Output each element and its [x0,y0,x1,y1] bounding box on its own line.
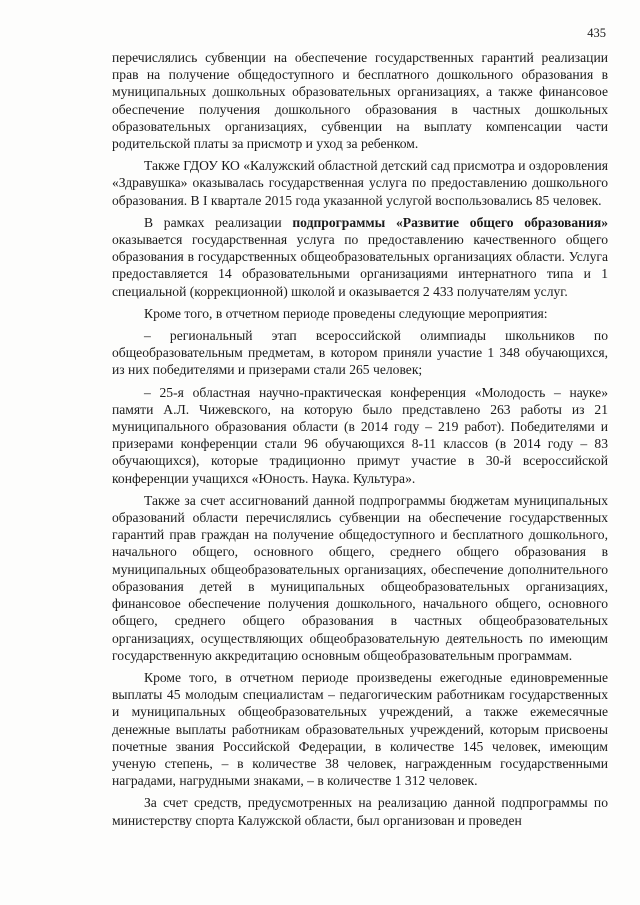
paragraph: Также ГДОУ КО «Калужский областной детский сад присмотра и оздоровления «Здравушка» оказывалась государственная услуга по предоставлению дошкольного образования. В I квартале 2015 года указанной услугой воспользовались 85 человек. [112,158,608,208]
paragraph-text: В рамках реализации [144,214,293,230]
paragraph: Кроме того, в отчетном периоде проведены следующие мероприятия: [144,305,548,321]
paragraph: За счет средств, предусмотренных на реализацию данной подпрограммы по министерству спорта Калужской области, был организован и проведен [112,795,608,828]
paragraph: Кроме того, в отчетном периоде произведены ежегодные единовременные выплаты 45 молодым специалистам – педагогическим работникам государственных и муниципальных общеобразовательных учреждений, а также ежемесячные денежные выплаты работникам образовательных учреждений, которым присвоены почетные звания Российской Федерации, в количестве 145 человек, имеющим ученую степень, – в количестве 38 человек, награжденным государственными наградами, нагрудными знаками, – в количестве 1 312 человек. [112,669,608,789]
page-number: 435 [587,26,606,40]
document-body [112,49,608,834]
paragraph-text: оказывается государственная услуга по предоставлению качественного общего образования в государственных общеобразовательных организациях области. Услуга предоставляется 14 образовательными организациями интернатного типа и 1 специальной (коррекционной) школой и оказывается 2 433 получателям услуг. [112,232,608,299]
subprogram-title: подпрограммы «Развитие общего образования» [292,214,608,230]
list-item: – 25-я областная научно-практическая конференция «Молодость – науке» памяти А.Л. Чижевского, на которую было представлено 263 работы из 21 муниципального образования области (в 2014 году – 219 работ). Победителями и призерами конференции стали 96 обучающихся 8-11 классов (в 2014 году – 83 обучающихся), которые традиционно примут участие в 30-й всероссийской конференции учащихся «Юность. Наука. Культура». [112,384,608,486]
list-item: – региональный этап всероссийской олимпиады школьников по общеобразовательным предметам, в котором приняли участие 1 348 обучающихся, из них победителями и призерами стали 265 человек; [112,328,608,378]
paragraph-with-bold [112,214,608,300]
paragraph: перечислялись субвенции на обеспечение государственных гарантий реализации прав на получение общедоступного и бесплатного дошкольного образования в муниципальных дошкольных образовательных организациях, а также финансовое обеспечение получения дошкольного образования в частных дошкольных образовательных организациях, субвенции на выплату компенсации части родительской платы за присмотр и уход за ребенком. [112,50,608,152]
paragraph: Также за счет ассигнований данной подпрограммы бюджетам муниципальных образований области перечислялись субвенции на обеспечение государственных гарантий прав граждан на получение общедоступного и бесплатного дошкольного, начального общего, основного общего, среднего общего образования в муниципальных общеобразовательных организациях, обеспечение дополнительного образования детей в муниципальных общеобразовательных организациях, финансовое обеспечение получения дошкольного, начального общего, основного общего, среднего общего образования в частных общеобразовательных организациях, осуществляющих общеобразовательную деятельность по имеющим государственную аккредитацию основным общеобразовательным программам. [112,492,608,663]
